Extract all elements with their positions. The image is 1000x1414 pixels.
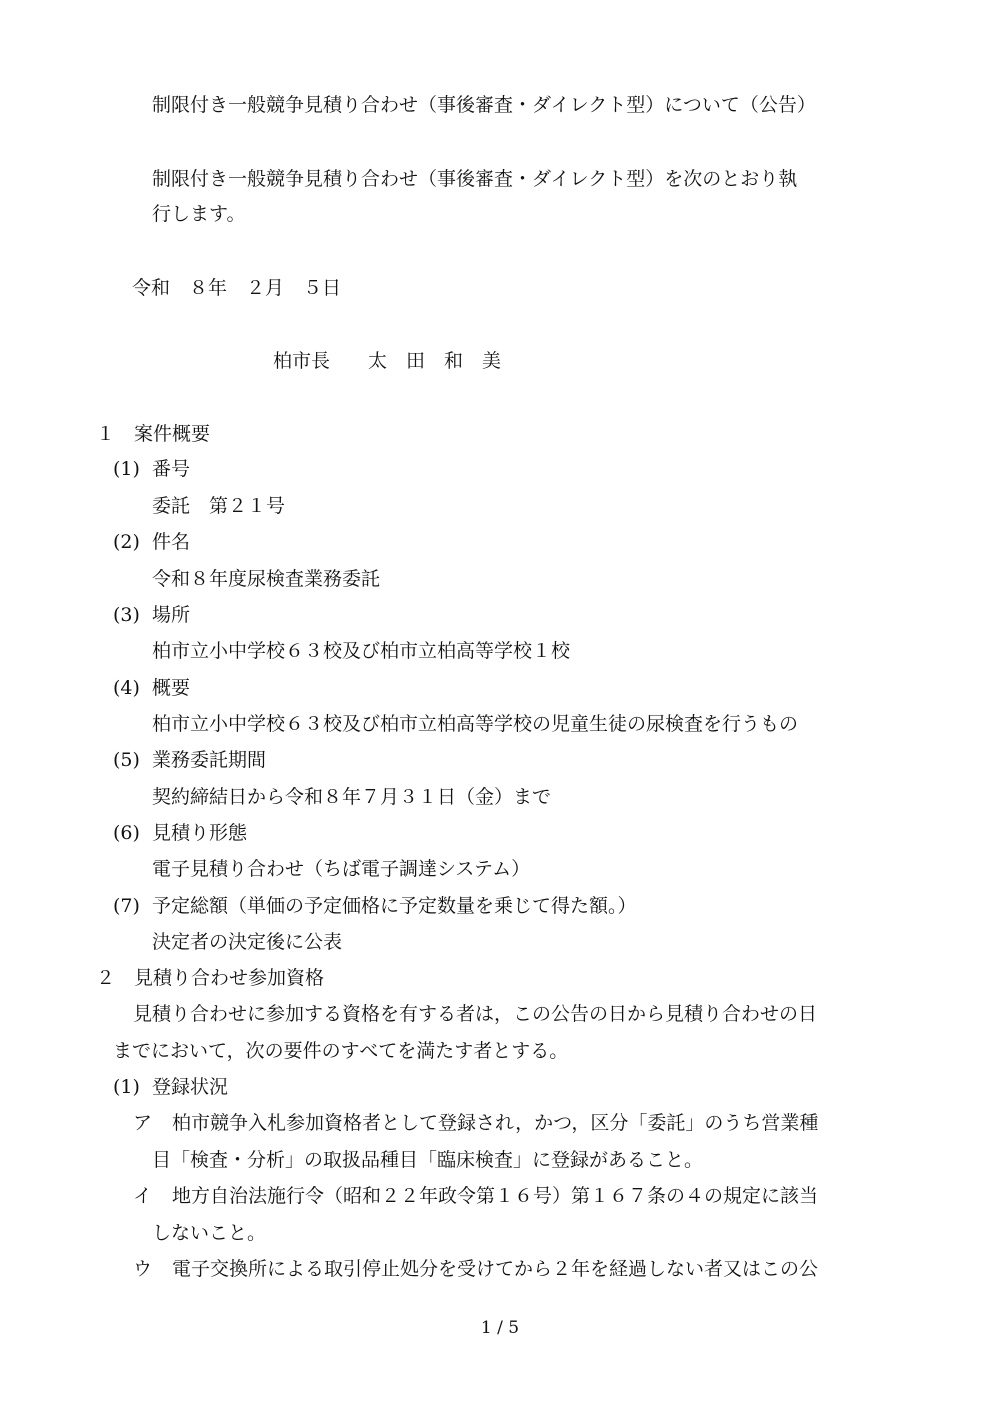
section-2-heading: ２ 見積り合わせ参加資格: [96, 967, 325, 989]
item-value: 決定者の決定後に公表: [152, 931, 343, 953]
item-number: (1): [113, 458, 140, 480]
item-value: 電子見積り合わせ（ちば電子調達システム）: [152, 858, 531, 880]
notice-date: 令和 ８年 ２月 ５日: [132, 277, 342, 299]
item-label: 概要: [152, 677, 191, 699]
item-number: (6): [113, 822, 140, 844]
section-2-intro-line-1: 見積り合わせに参加する資格を有する者は，この公告の日から見積り合わせの日: [133, 1003, 818, 1025]
subsection-label: 登録状況: [152, 1076, 229, 1098]
list-marker: ア: [133, 1112, 153, 1134]
page-number: 1 / 5: [480, 1318, 520, 1338]
item-label: 見積り形態: [152, 822, 248, 844]
section-1-heading: １ 案件概要: [96, 423, 211, 445]
item-number: (2): [113, 531, 140, 553]
item-label: 予定総額（単価の予定価格に予定数量を乗じて得た額。）: [152, 895, 637, 917]
item-value: 委託 第２１号: [152, 495, 286, 517]
item-label: 番号: [152, 458, 191, 480]
item-value: 令和８年度尿検査業務委託: [152, 568, 381, 590]
item-label: 業務委託期間: [152, 749, 267, 771]
item-value: 柏市立小中学校６３校及び柏市立柏高等学校の児童生徒の尿検査を行うもの: [152, 713, 799, 735]
item-label: 件名: [152, 531, 191, 553]
subsection-number: (1): [113, 1076, 140, 1098]
requirement-a-line-2: 目「検査・分析」の取扱品種目「臨床検査」に登録があること。: [152, 1149, 704, 1171]
requirement-i-line-1: 地方自治法施行令（昭和２２年政令第１６号）第１６７条の４の規定に該当: [172, 1185, 819, 1207]
item-number: (3): [113, 604, 140, 626]
item-number: (5): [113, 749, 140, 771]
notice-title: 制限付き一般競争見積り合わせ（事後審査・ダイレクト型）について（公告）: [152, 94, 816, 116]
section-2-intro-line-2: までにおいて，次の要件のすべてを満たす者とする。: [113, 1040, 569, 1062]
item-label: 場所: [152, 604, 191, 626]
issuer-name: 柏市長 太 田 和 美: [273, 350, 502, 372]
item-number: (7): [113, 895, 140, 917]
list-marker: イ: [133, 1185, 153, 1207]
item-value: 柏市立小中学校６３校及び柏市立柏高等学校１校: [152, 640, 571, 662]
item-value: 契約締結日から令和８年７月３１日（金）まで: [152, 786, 552, 808]
list-marker: ウ: [133, 1258, 153, 1280]
item-number: (4): [113, 677, 140, 699]
requirement-i-line-2: しないこと。: [152, 1222, 267, 1244]
intro-text-line-1: 制限付き一般競争見積り合わせ（事後審査・ダイレクト型）を次のとおり執: [152, 168, 798, 190]
requirement-u-line-1: 電子交換所による取引停止処分を受けてから２年を経過しない者又はこの公: [172, 1258, 819, 1280]
requirement-a-line-1: 柏市競争入札参加資格者として登録され，かつ，区分「委託」のうち営業種: [172, 1112, 819, 1134]
intro-text-line-2: 行します。: [152, 203, 246, 225]
